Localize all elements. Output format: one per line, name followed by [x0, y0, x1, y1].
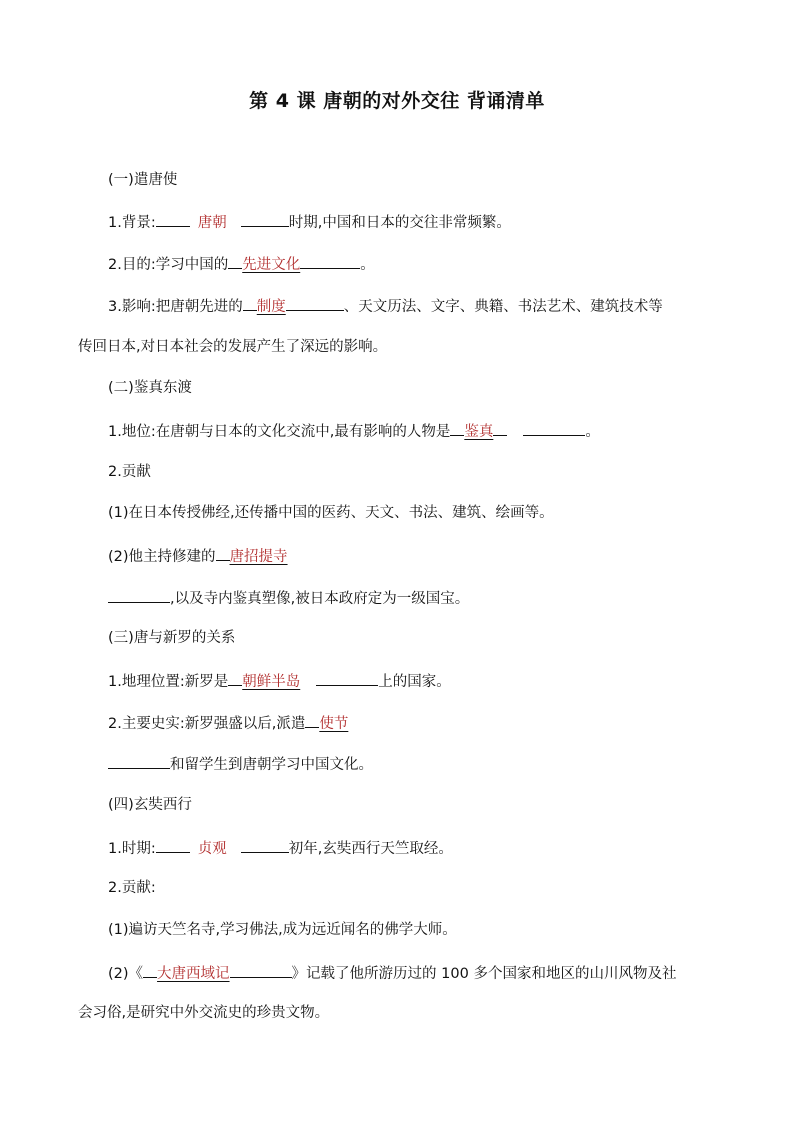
- page-title: 第 4 课 唐朝的对外交往 背诵清单: [249, 90, 545, 112]
- blank: [286, 296, 344, 311]
- s4-line-3: (1)遍访天竺名寺,学习佛法,成为远近闻名的佛学大师。: [108, 922, 457, 938]
- blank: [523, 421, 585, 436]
- s2-l1-post: 。: [585, 424, 600, 440]
- s2-l4-pre: (2)他主持修建的: [108, 549, 216, 565]
- s2-l1-pre: 1.地位:在唐朝与日本的文化交流中,最有影响的人物是: [108, 424, 451, 440]
- blank: [450, 421, 464, 436]
- answer-chaoxianbandao: 朝鲜半岛: [242, 674, 301, 690]
- answer-jianzhen: 鉴真: [464, 424, 494, 440]
- blank: [108, 588, 170, 603]
- s2-line-5: [108, 588, 469, 608]
- s1-line-3-cont: 传回日本,对日本社会的发展产生了深远的影响。: [78, 339, 388, 355]
- s4-l4-post: 》记载了他所游历过的 100 多个国家和地区的山川风物及社: [291, 966, 677, 982]
- blank: [143, 963, 157, 978]
- s2-line-2: 2.贡献: [108, 464, 151, 480]
- s1-line-1: [108, 212, 511, 232]
- blank: [316, 671, 378, 686]
- blank: [228, 254, 242, 269]
- s1-l3-pre: 3.影响:把唐朝先进的: [108, 299, 243, 315]
- s4-line-2: 2.贡献:: [108, 880, 156, 896]
- s4-line-4: [108, 963, 676, 983]
- answer-tangzhaotisi: 唐招提寺: [229, 549, 288, 565]
- blank: [241, 838, 289, 853]
- blank: [230, 963, 292, 978]
- s2-line-4: [108, 546, 288, 566]
- s1-l2-pre: 2.目的:学习中国的: [108, 257, 229, 273]
- answer-zhidu: 制度: [256, 299, 286, 315]
- s1-line-3: [108, 296, 663, 316]
- s1-l1-post: 时期,中国和日本的交往非常频繁。: [288, 215, 511, 231]
- blank: [241, 212, 289, 227]
- s4-l4-pre: (2)《: [108, 966, 144, 982]
- section-heading-4: (四)玄奘西行: [108, 797, 192, 813]
- s2-line-3: (1)在日本传授佛经,还传播中国的医药、天文、书法、建筑、绘画等。: [108, 505, 554, 521]
- blank: [300, 254, 360, 269]
- s2-l5-post: ,以及寺内鉴真塑像,被日本政府定为一级国宝。: [170, 591, 470, 607]
- s1-l1-pre: 1.背景:: [108, 215, 156, 231]
- s3-line-2: [108, 713, 348, 733]
- s4-l1-post: 初年,玄奘西行天竺取经。: [288, 841, 453, 857]
- blank: [243, 296, 257, 311]
- blank: [108, 754, 170, 769]
- blank: [305, 713, 319, 728]
- s4-line-1: [108, 838, 453, 858]
- s1-l2-post: 。: [360, 257, 375, 273]
- s1-l3-post: 、天文历法、文字、典籍、书法艺术、建筑技术等: [343, 299, 663, 315]
- section-heading-1: (一)遣唐使: [108, 172, 178, 188]
- answer-shijie: 使节: [319, 716, 349, 732]
- s3-l3-post: 和留学生到唐朝学习中国文化。: [170, 757, 373, 773]
- blank: [228, 671, 242, 686]
- s4-l1-pre: 1.时期:: [108, 841, 156, 857]
- s3-line-3: [108, 754, 373, 774]
- section-heading-2: (二)鉴真东渡: [108, 380, 192, 396]
- blank: [156, 838, 190, 853]
- s3-l2-pre: 2.主要史实:新罗强盛以后,派遣: [108, 716, 306, 732]
- blank: [493, 421, 507, 436]
- s3-l1-post: 上的国家。: [378, 674, 451, 690]
- blank: [216, 546, 230, 561]
- answer-zhenguan: 贞观: [197, 841, 227, 857]
- answer-datangxiyuji: 大唐西域记: [157, 966, 230, 982]
- s2-line-1: [108, 421, 600, 441]
- answer-xianjinwenhua: 先进文化: [242, 257, 301, 273]
- blank: [156, 212, 190, 227]
- s3-line-1: [108, 671, 451, 691]
- section-heading-3: (三)唐与新罗的关系: [108, 630, 236, 646]
- answer-tangchao: 唐朝: [197, 215, 227, 231]
- s4-line-4-cont: 会习俗,是研究中外交流史的珍贵文物。: [78, 1005, 330, 1021]
- s3-l1-pre: 1.地理位置:新罗是: [108, 674, 229, 690]
- s1-line-2: [108, 254, 375, 274]
